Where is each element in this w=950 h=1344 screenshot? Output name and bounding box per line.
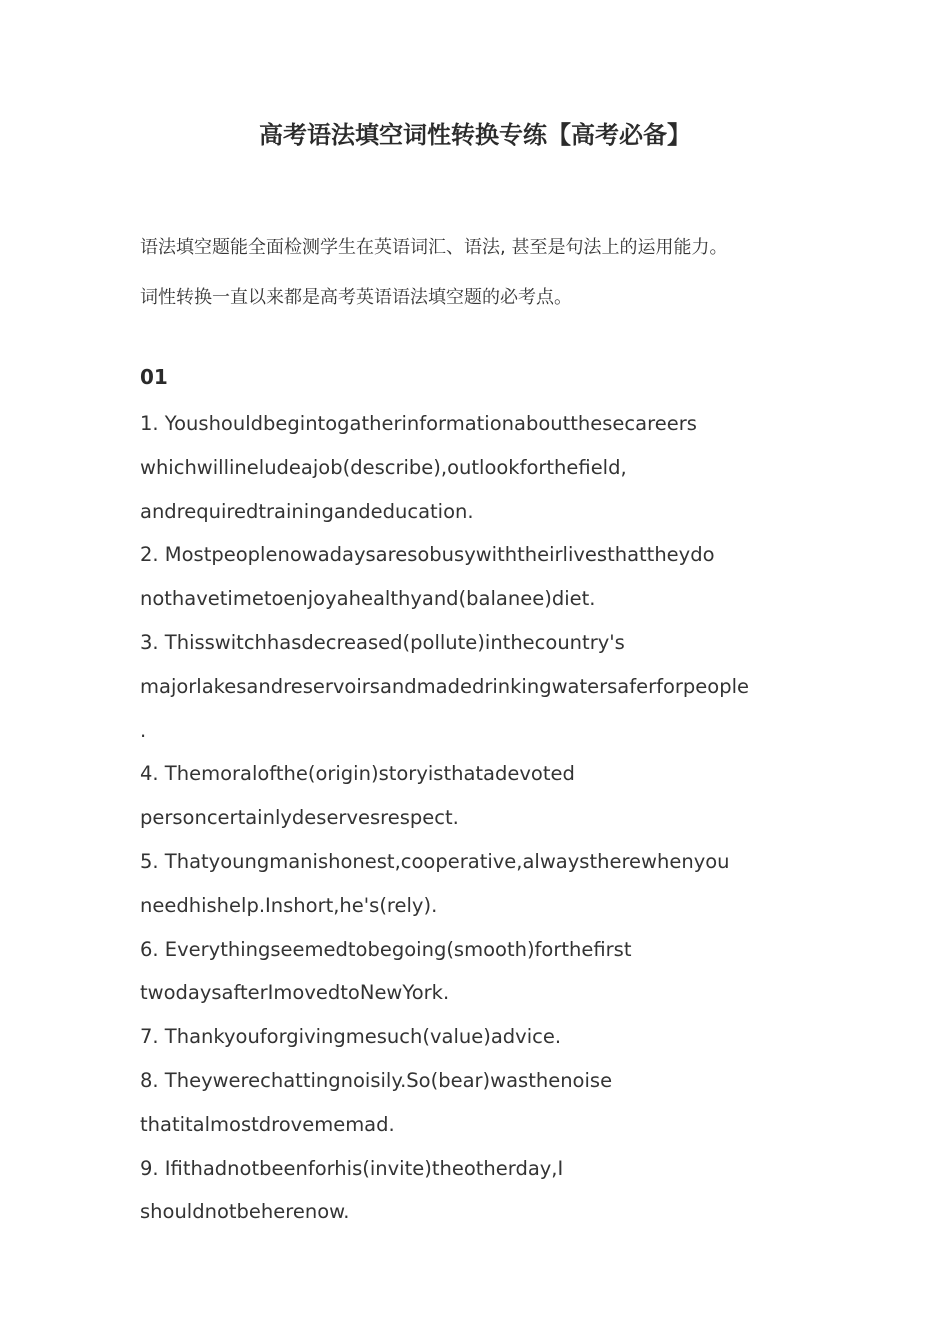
question-line: 3. Thisswitchhasdecreased(pollute)inthecountry's — [140, 630, 625, 654]
question-line: 6. Everythingseemedtobegoing(smooth)forthefirst — [140, 937, 632, 961]
question-line: 2. Mostpeoplenowadaysaresobusywiththeirlivesthattheydo — [140, 543, 715, 567]
question-line: 4. Themoralofthe(origin)storyisthatadevoted — [140, 762, 575, 786]
question-line: thatitalmostdrovememad. — [140, 1112, 395, 1136]
question-line: 5. Thatyoungmanishonest,cooperative,alwaystherewhenyou — [140, 849, 730, 873]
question-line: 9. Ifithadnotbeenforhis(invite)theotherday,I — [140, 1156, 564, 1180]
question-line: needhishelp.Inshort,he's(rely). — [140, 893, 438, 917]
question-line: 8. Theywerechattingnoisily.So(bear)wasthenoise — [140, 1068, 613, 1092]
intro-paragraph-1: 语法填空题能全面检测学生在英语词汇、语法, 甚至是句法上的运用能力。 — [140, 237, 728, 258]
question-line: nothavetimetoenjoyahealthyand(balanee)diet. — [140, 587, 596, 611]
question-list — [140, 402, 830, 1234]
question-line: majorlakesandreservoirsandmadedrinkingwatersaferforpeople — [140, 674, 750, 698]
question-line: . — [140, 718, 147, 742]
section-number: 01 — [140, 365, 168, 389]
question-line: shouldnotbeherenow. — [140, 1200, 350, 1224]
question-line: 1. Youshouldbegintogatherinformationaboutthesecareers — [140, 412, 697, 435]
question-line: 7. Thankyouforgivingmesuch(value)advice. — [140, 1025, 562, 1049]
page-title: 高考语法填空词性转换专练【高考必备】 — [259, 121, 691, 149]
question-line: twodaysafterImovedtoNewYork. — [140, 981, 450, 1005]
question-line: andrequiredtrainingandeducation. — [140, 499, 474, 523]
question-line: personcertainlydeservesrespect. — [140, 806, 459, 830]
question-line: whichwillineludeajob(describe),outlookforthefield, — [140, 455, 627, 479]
intro-paragraph-2: 词性转换一直以来都是高考英语语法填空题的必考点。 — [140, 287, 572, 308]
